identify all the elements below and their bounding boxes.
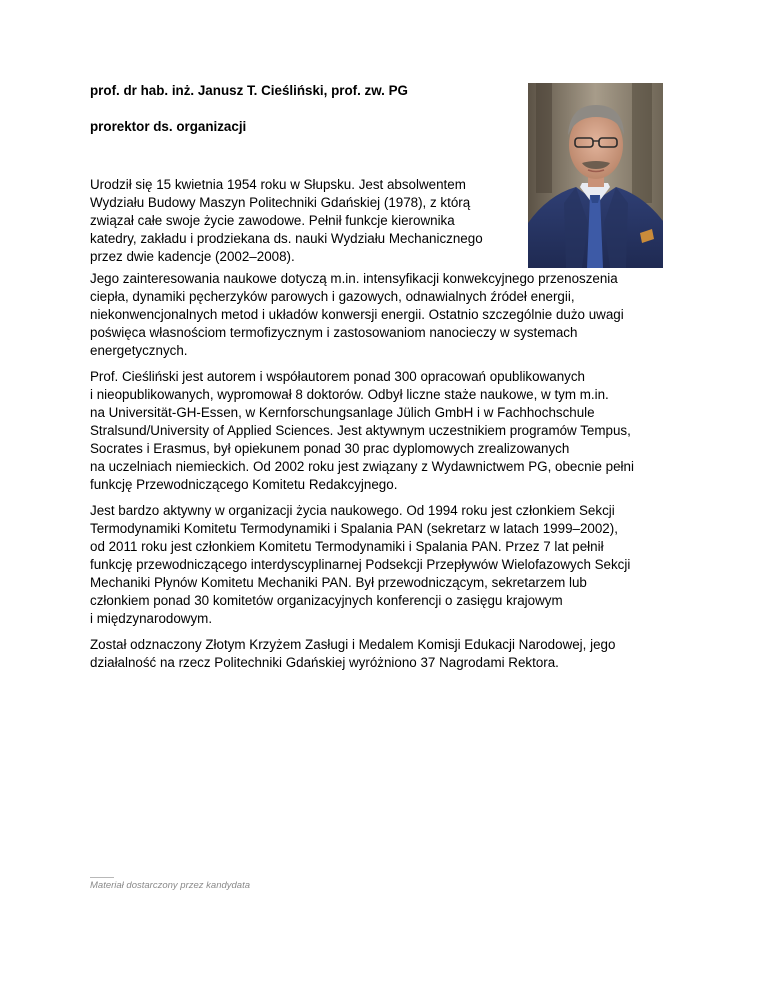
text-line: niekonwencjonalnych metod i układów konwersji energii. Ostatnio szczególnie dużo uwagi [90, 307, 624, 322]
text-line: poświęca własnościom termofizycznym i zastosowaniom nanocieczy w systemach [90, 325, 578, 340]
publications-paragraph [90, 368, 678, 494]
text-line: funkcję przewodniczącego interdyscyplinarnej Podsekcji Przepływów Wielofazowych Sekcji [90, 557, 631, 572]
text-line: członkiem ponad 30 komitetów organizacyjnych konferencji o zasięgu krajowym [90, 593, 563, 608]
text-line: Został odznaczony Złotym Krzyżem Zasługi i Medalem Komisji Edukacji Narodowej, jego [90, 637, 616, 652]
text-line: energetycznych. [90, 343, 188, 358]
text-line: na Universität-GH-Essen, w Kernforschungsanlage Jülich GmbH i w Fachhochschule [90, 405, 595, 420]
text-line: Socrates i Erasmus, był opiekunem ponad 30 prac dyplomowych zrealizowanych [90, 441, 570, 456]
footnote-divider [90, 877, 114, 878]
text-line: Stralsund/University of Applied Sciences. Jest aktywnym uczestnikiem programów Tempus, [90, 423, 631, 438]
awards-paragraph [90, 636, 678, 672]
portrait-photo [528, 83, 663, 268]
text-line: i nieopublikowanych, wypromował 8 doktorów. Odbył liczne staże naukowe, w tym m.in. [90, 387, 609, 402]
text-line: Jest bardzo aktywny w organizacji życia naukowego. Od 1994 roku jest członkiem Sekcji [90, 503, 615, 518]
text-line: Prof. Cieśliński jest autorem i współautorem ponad 300 opracowań opublikowanych [90, 369, 585, 384]
person-name-title: prof. dr hab. inż. Janusz T. Cieśliński, prof. zw. PG [90, 83, 408, 98]
text-line: na uczelniach niemieckich. Od 2002 roku jest związany z Wydawnictwem PG, obecnie pełni [90, 459, 634, 474]
text-line: od 2011 roku jest członkiem Komitetu Termodynamiki i Spalania PAN. Przez 7 lat pełnił [90, 539, 604, 554]
biography-body [90, 270, 678, 680]
text-line: katedry, zakładu i prodziekana ds. nauki Wydziału Mechanicznego [90, 231, 483, 246]
text-line: funkcję Przewodniczącego Komitetu Redakcyjnego. [90, 477, 398, 492]
text-line: związał całe swoje życie zawodowe. Pełnił funkcje kierownika [90, 213, 455, 228]
text-line: Jego zainteresowania naukowe dotyczą m.in. intensyfikacji konwekcyjnego przenoszenia [90, 271, 618, 286]
organization-activity-paragraph [90, 502, 678, 628]
text-line: Termodynamiki Komitetu Termodynamiki i Spalania PAN (sekretarz w latach 1999–2002), [90, 521, 618, 536]
text-line: ciepła, dynamiki pęcherzyków parowych i gazowych, odnawialnych źródeł energii, [90, 289, 575, 304]
text-line: Mechaniki Płynów Komitetu Mechaniki PAN. Był przewodniczącym, sekretarzem lub [90, 575, 587, 590]
text-line: działalność na rzecz Politechniki Gdańskiej wyróżniono 37 Nagrodami Rektora. [90, 655, 559, 670]
research-interests-paragraph [90, 270, 678, 360]
text-line: i międzynarodowym. [90, 611, 213, 626]
footnote-text: Materiał dostarczony przez kandydata [90, 880, 250, 891]
text-line: Wydziału Budowy Maszyn Politechniki Gdańskiej (1978), z którą [90, 195, 471, 210]
intro-paragraph [90, 176, 518, 266]
person-role: prorektor ds. organizacji [90, 119, 247, 134]
text-line: Urodził się 15 kwietnia 1954 roku w Słupsku. Jest absolwentem [90, 177, 466, 192]
text-line: przez dwie kadencje (2002–2008). [90, 249, 295, 264]
